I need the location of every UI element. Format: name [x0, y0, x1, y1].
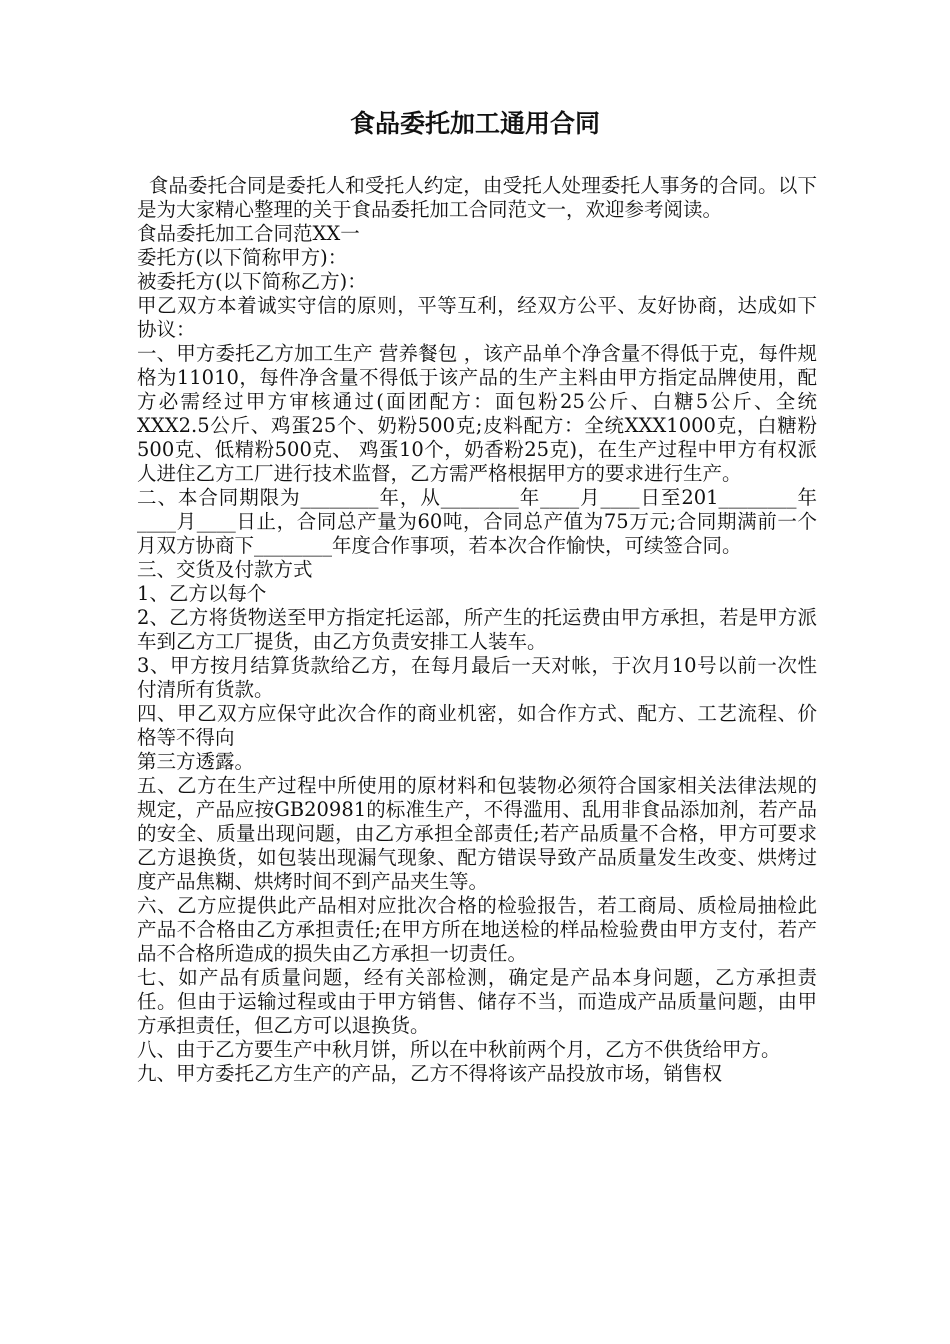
paragraph-clause-9: 九、甲方委托乙方生产的产品，乙方不得将该产品投放市场，销售权	[137, 1062, 723, 1085]
paragraph-clause-3-item-2: 2、乙方将货物送至甲方指定托运部，所产生的托运费由甲方承担，若是甲方派车到乙方工厂提货，由乙方负责安排工人装车。	[137, 606, 817, 653]
paragraph-intro: 食品委托合同是委托人和受托人约定，由受托人处理委托人事务的合同。以下是为大家精心整理的关于食品委托加工合同范文一，欢迎参考阅读。	[137, 174, 817, 221]
paragraph-clause-4: 四、甲乙双方应保守此次合作的商业机密，如合作方式、配方、工艺流程、价格等不得向	[137, 702, 817, 749]
paragraph-clause-2: 二、本合同期限为________年，从________年____月____日至201________年____月____日止，合同总产量为60吨，合同总产值为75万元;合同期满前一个月双方协商下________年度合作事项，若本次合作愉快，可续签合同。	[137, 486, 817, 557]
document-body	[137, 174, 817, 1086]
paragraph-clause-5: 五、乙方在生产过程中所使用的原材料和包装物必须符合国家相关法律法规的规定，产品应按GB20981的标准生产，不得滥用、乱用非食品添加剂，若产品的安全、质量出现问题，由乙方承担全部责任;若产品质量不合格，甲方可要求乙方退换货，如包装出现漏气现象、配方错误导致产品质量发生改变、烘烤过度产品焦糊、烘烤时间不到产品夹生等。	[137, 774, 817, 893]
paragraph-clause-3: 三、交货及付款方式	[137, 558, 313, 581]
paragraph-party-b: 被委托方(以下简称乙方)：	[137, 270, 367, 293]
paragraph-clause-3-item-3: 3、甲方按月结算货款给乙方，在每月最后一天对帐，于次月10号以前一次性付清所有货款。	[137, 654, 817, 701]
paragraph-clause-3-item-1: 1、乙方以每个	[137, 582, 267, 605]
paragraph-clause-7: 七、如产品有质量问题，经有关部检测，确定是产品本身问题，乙方承担责任。但由于运输过程或由于甲方销售、储存不当，而造成产品质量问题，由甲方承担责任，但乙方可以退换货。	[137, 966, 817, 1037]
paragraph-clause-6: 六、乙方应提供此产品相对应批次合格的检验报告，若工商局、质检局抽检此产品不合格由乙方承担责任;在甲方所在地送检的样品检验费由甲方支付，若产品不合格所造成的损失由乙方承担一切责任。	[137, 894, 817, 965]
paragraph-contract-heading: 食品委托加工合同范XX一	[137, 222, 360, 245]
paragraph-clause-4-cont: 第三方透露。	[137, 750, 255, 773]
paragraph-clause-8: 八、由于乙方要生产中秋月饼，所以在中秋前两个月，乙方不供货给甲方。	[137, 1038, 781, 1061]
paragraph-preamble: 甲乙双方本着诚实守信的原则，平等互利，经双方公平、友好协商，达成如下协议：	[137, 294, 817, 341]
document-title: 食品委托加工通用合同	[349, 109, 600, 138]
paragraph-clause-1: 一、甲方委托乙方加工生产 营养餐包 ，该产品单个净含量不得低于克，每件规格为11010，每件净含量不得低于该产品的生产主料由甲方指定品牌使用，配方必需经过甲方审核通过(面团配方：面包粉25公斤、白糖5公斤、全统XXX2.5公斤、鸡蛋25个、奶粉500克;皮料配方：全统XXX1000克，白糖粉500克、低精粉500克、 鸡蛋10个，奶香粉25克)，在生产过程中甲方有权派人进住乙方工厂进行技术监督，乙方需严格根据甲方的要求进行生产。	[137, 342, 817, 485]
paragraph-party-a: 委托方(以下简称甲方)：	[137, 246, 348, 269]
